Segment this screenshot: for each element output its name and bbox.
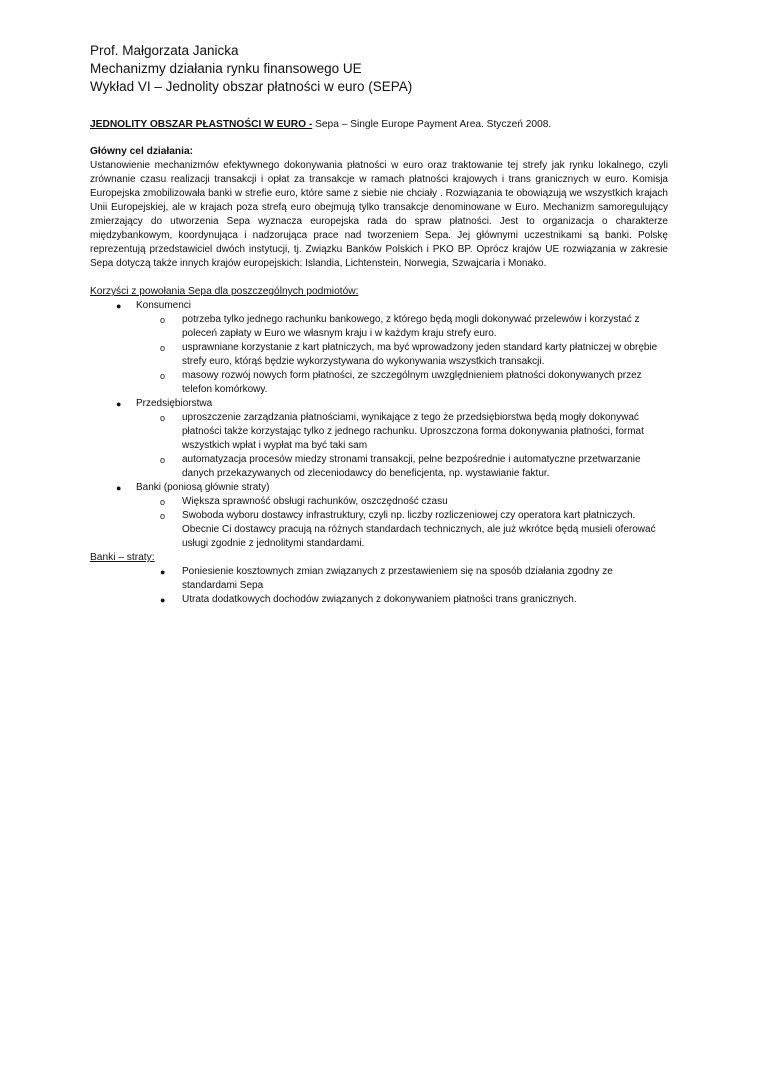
circle-bullet-icon: o [160, 371, 166, 381]
benefit-group-consumers [90, 299, 668, 397]
list-item-text: Utrata dodatkowych dochodów związanych z dokonywaniem płatności trans granicznych. [182, 594, 577, 605]
goal-heading: Główny cel działania: [90, 146, 194, 157]
list-item-text: Większa sprawność obsługi rachunków, oszczędność czasu [182, 496, 448, 507]
document-page [90, 42, 668, 607]
circle-bullet-icon: o [160, 343, 166, 353]
enterprises-sublist [136, 411, 668, 481]
list-item-text: masowy rozwój nowych form płatności, ze szczególnym uwzględnieniem płatności dokonywanych przez telefon komórkowy. [182, 370, 642, 395]
list-item [136, 369, 668, 397]
benefit-group-enterprises [90, 397, 668, 481]
list-item-text: Swoboda wyboru dostawcy infrastruktury, czyli np. liczby rozliczeniowej czy operatora kart płatniczych. Obecnie Ci dostawcy pracują na różnych standardach technicznych, ale już wkrótce będą musieli oferować usługi zgodnie z jednolitymi standardami. [182, 510, 656, 549]
bullet-icon: ● [160, 595, 166, 605]
goal-paragraph: Ustanowienie mechanizmów efektywnego dokonywania płatności w euro oraz traktowanie tej strefy jak rynku lokalnego, czyli zrównanie czasu realizacji transakcji i opłat za transakcje w ramach płatności krajowych i trans granicznych w euro. Komisja Europejska zmobilizowała banki w strefie euro, które same z siebie nie chciały . Rozwiązania te obowiązują we wszystkich krajach Unii Europejskiej, ale w krajach poza strefą euro obejmują tylko transakcje denominowane w Euro. Mechanizm samoregulujący zmierzający do utworzenia Sepa wyznacza europejska rada do spraw płatności. Jest to organizacja o charakterze międzybankowym, koordynująca i nadzorująca prace nad tworzeniem Sepa. Jej głównymi uczestnikami są banki. Polskę reprezentują przedstawiciel dwóch instytucji, tj. Związku Banków Polskich i PKO BP. Oprócz krajów UE rozwiązania w zakresie Sepa dotyczą także innych krajów europejskich: Islandia, Lichtenstein, Norwegia, Szwajcaria i Monako. [90, 160, 668, 269]
document-title [90, 118, 668, 132]
list-item [136, 509, 668, 551]
list-item [136, 495, 668, 509]
list-item-text: Poniesienie kosztownych zmian związanych z przestawieniem się na sposób działania zgodny ze standardami Sepa [182, 566, 613, 591]
list-item [136, 453, 668, 481]
circle-bullet-icon: o [160, 497, 166, 507]
circle-bullet-icon: o [160, 315, 166, 325]
benefit-group-banks [90, 481, 668, 551]
bullet-icon: ● [160, 567, 166, 577]
group-label: Konsumenci [136, 300, 192, 311]
bullet-icon: ● [116, 483, 122, 493]
losses-list [90, 565, 668, 607]
circle-bullet-icon: o [160, 413, 166, 423]
list-item-text: automatyzacja procesów miedzy stronami transakcji, pełne bezpośrednie i automatyczne przetwarzanie danych przekazywanych od zleceniodawcy do beneficjenta, np. wystawianie faktur. [182, 454, 641, 479]
group-label: Banki (poniosą głównie straty) [136, 482, 270, 493]
list-item [90, 593, 668, 607]
list-item [136, 411, 668, 453]
bullet-icon: ● [116, 301, 122, 311]
course-line: Mechanizmy działania rynku finansowego UE [90, 61, 362, 76]
circle-bullet-icon: o [160, 511, 166, 521]
list-item-text: uproszczenie zarządzania płatnościami, wynikające z tego że przedsiębiorstwa będą mogły dokonywać płatności także korzystając tylko z jednego rachunku. Uproszczona forma dokonywania płatności, format wszystkich wpłat i wypłat ma być taki sam [182, 412, 644, 451]
group-label: Przedsiębiorstwa [136, 398, 213, 409]
consumers-sublist [136, 313, 668, 397]
title-main: JEDNOLITY OBSZAR PŁASTNOŚCI W EURO - [90, 119, 313, 130]
banks-sublist [136, 495, 668, 551]
benefits-heading: Korzyści z powołania Sepa dla poszczególnych podmiotów: [90, 286, 359, 297]
list-item-text: potrzeba tylko jednego rachunku bankowego, z którego będą mogli dokonywać przelewów i korzystać z poleceń zapłaty w Euro we własnym kraju i w każdym kraju strefy euro. [182, 314, 640, 339]
author-line: Prof. Małgorzata Janicka [90, 43, 239, 58]
list-item [136, 341, 668, 369]
title-rest: Sepa – Single Europe Payment Area. Styczeń 2008. [312, 119, 552, 130]
bullet-icon: ● [116, 399, 122, 409]
list-item-text: usprawniane korzystanie z kart płatniczych, ma być wprowadzony jeden standard karty płatniczej w obrębie strefy euro, którąś będzie wykorzystywana do wykonywania wszystkich transakcji. [182, 342, 658, 367]
list-item [136, 313, 668, 341]
lecture-line: Wykład VI – Jednolity obszar płatności w euro (SEPA) [90, 79, 413, 94]
circle-bullet-icon: o [160, 455, 166, 465]
benefits-list [90, 299, 668, 551]
list-item [90, 565, 668, 593]
losses-heading: Banki – straty: [90, 552, 155, 563]
